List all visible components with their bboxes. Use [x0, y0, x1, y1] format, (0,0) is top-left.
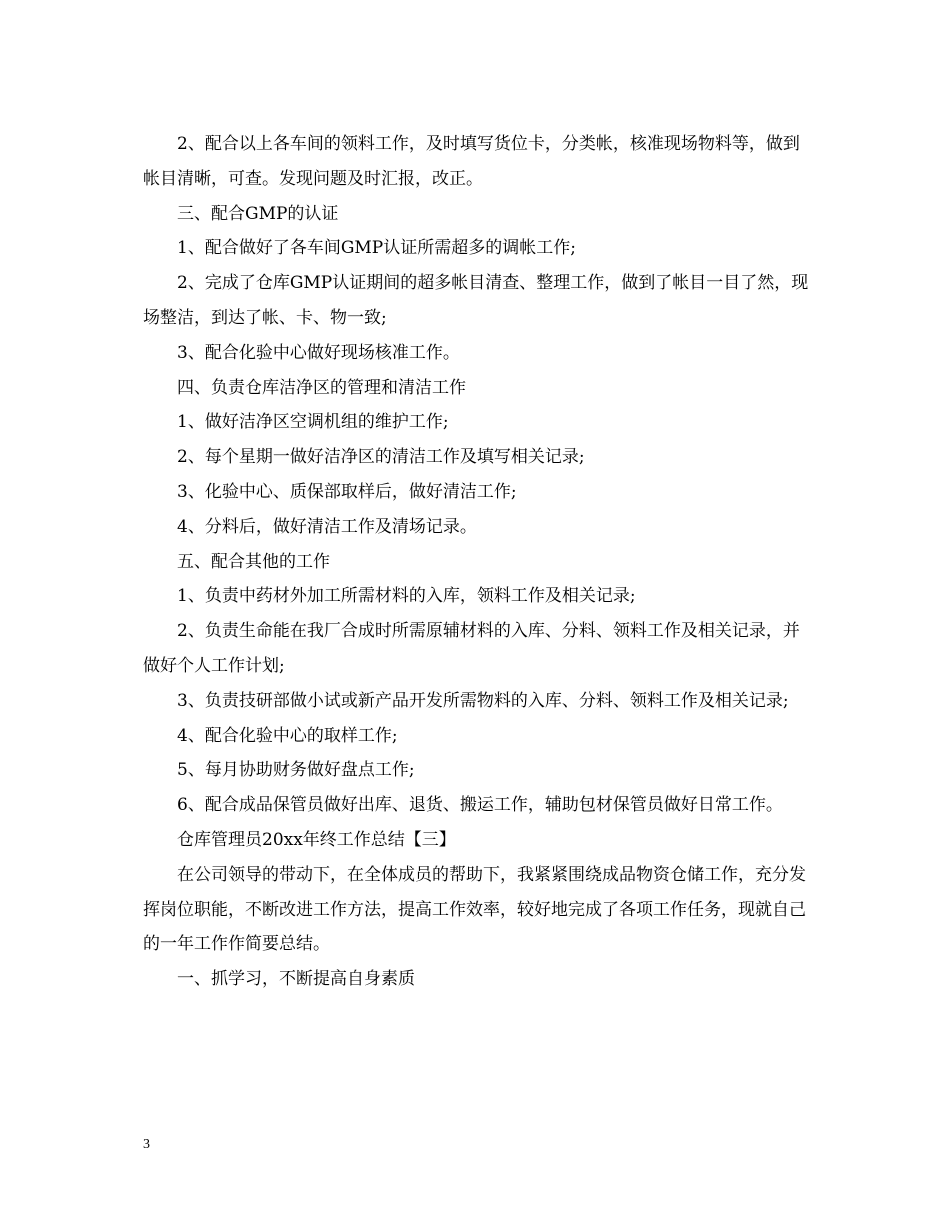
- paragraph-9: 3、化验中心、质保部取样后，做好清洁工作;: [177, 481, 517, 502]
- paragraph-17: 6、配合成品保管员做好出库、退货、搬运工作，辅助包材保管员做好日常工作。: [177, 795, 783, 816]
- section-heading-gmp: 三、配合GMP的认证: [177, 203, 339, 224]
- paragraph-3: 1、配合做好了各车间GMP认证所需超多的调帐工作;: [177, 238, 576, 259]
- paragraph-5: 3、配合化验中心做好现场核准工作。: [177, 342, 460, 363]
- paragraph-15: 4、配合化验中心的取样工作;: [177, 725, 398, 746]
- page-number: 3: [143, 1137, 150, 1152]
- summary-title-three: 仓库管理员20xx年终工作总结【三】: [177, 829, 456, 850]
- paragraph-14: 3、负责技研部做小试或新产品开发所需物料的入库、分料、领料工作及相关记录;: [177, 690, 789, 711]
- paragraph-16: 5、每月协助财务做好盘点工作;: [177, 760, 415, 781]
- paragraph-19: 在公司领导的带动下，在全体成员的帮助下，我紧紧围绕成品物资仓储工作，充分发挥岗位职能，不断改进工作方法，提高工作效率，较好地完成了各项工作任务，现就自己的一年工作作简要总结。: [143, 864, 806, 955]
- section-heading-study: 一、抓学习，不断提高自身素质: [177, 969, 415, 990]
- paragraph-7: 1、做好洁净区空调机组的维护工作;: [177, 412, 449, 433]
- paragraph-8: 2、每个星期一做好洁净区的清洁工作及填写相关记录;: [177, 447, 585, 468]
- paragraph-1: 2、配合以上各车间的领料工作，及时填写货位卡，分类帐，核准现场物料等，做到帐目清晰，可查。发现问题及时汇报，改正。: [143, 134, 800, 189]
- section-heading-clean-area: 四、负责仓库洁净区的管理和清洁工作: [177, 377, 466, 398]
- paragraph-10: 4、分料后，做好清洁工作及清场记录。: [177, 516, 477, 537]
- paragraph-12: 1、负责中药材外加工所需材料的入库，领料工作及相关记录;: [177, 586, 636, 607]
- section-heading-other-work: 五、配合其他的工作: [177, 551, 330, 572]
- paragraph-4: 2、完成了仓库GMP认证期间的超多帐目清查、整理工作，做到了帐目一目了然，现场整洁，到达了帐、卡、物一致;: [143, 273, 809, 328]
- paragraph-13: 2、负责生命能在我厂合成时所需原辅材料的入库、分料、领料工作及相关记录，并做好个人工作计划;: [143, 621, 800, 676]
- document-body: [143, 127, 813, 997]
